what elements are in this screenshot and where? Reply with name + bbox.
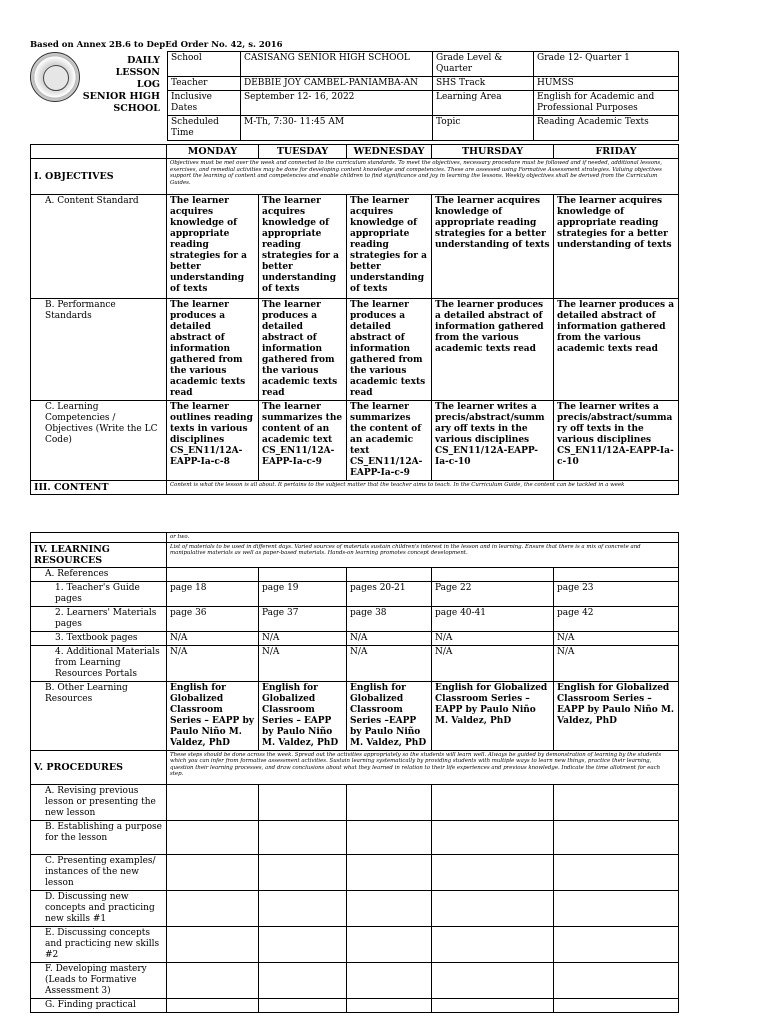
tb-wed: N/A — [347, 631, 432, 645]
annex-reference: Based on Annex 2B.6 to DepEd Order No. 42, s. 2016 — [30, 40, 283, 50]
content-standard-label: A. Content Standard — [31, 195, 167, 299]
references-label: A. References — [31, 567, 167, 581]
am-wed: N/A — [347, 645, 432, 681]
tb-fri: N/A — [554, 631, 679, 645]
empty-cell — [259, 820, 347, 854]
content-standard-thu: The learner acquires knowledge of appropriate reading strategies for a better understanding of texts — [432, 195, 554, 299]
resources-note: List of materials to be used in different days. Varied sources of materials sustain children's interest in the lesson and in learning. Ensure that there is a mix of concrete and manipulative materials as well as paper-based materials. Hands-on learning promotes concept development. — [167, 542, 679, 567]
grade-level-label: Grade Level & Quarter — [433, 52, 534, 77]
tb-tue: N/A — [259, 631, 347, 645]
empty-cell — [432, 567, 554, 581]
empty-cell — [554, 854, 679, 890]
topic-value: Reading Academic Texts — [534, 116, 679, 141]
resources-procedures-table — [30, 532, 679, 1013]
procedure-row-a: A. Revising previous lesson or presenting the new lesson — [31, 784, 167, 820]
track-label: SHS Track — [433, 77, 534, 91]
title-line: SENIOR HIGH SCHOOL — [82, 91, 160, 114]
other-wed: English for Globalized Classroom Series –EAPP by Paulo Niño M. Valdez, PhD — [347, 681, 432, 750]
am-thu: N/A — [432, 645, 554, 681]
performance-mon: The learner produces a detailed abstract of information gathered from the various academic texts read — [167, 299, 259, 401]
content-standard-mon: The learner acquires knowledge of appropriate reading strategies for a better understanding of texts — [167, 195, 259, 299]
empty-cell — [554, 962, 679, 998]
empty-cell — [347, 890, 432, 926]
time-value: M-Th, 7:30- 11:45 AM — [241, 116, 433, 141]
dll-title — [60, 55, 160, 115]
procedures-note: These steps should be done across the week. Spread out the activities appropriately so the students will learn well. Always be guided by demonstration of learning by the students which you can infer from formative assessment activities. Sustain learning systematically by providing students with multiple ways to learn new things, practice their learning, question their learning processes, and draw conclusions about what they learned in relation to their life experiences and previous knowledge. Indicate the time allotment for each step. — [167, 750, 679, 784]
empty-cell — [554, 784, 679, 820]
day-monday: MONDAY — [167, 145, 259, 159]
day-friday: FRIDAY — [554, 145, 679, 159]
procedure-row-b: B. Establishing a purpose for the lesson — [31, 820, 167, 854]
empty-cell — [432, 998, 554, 1012]
competencies-label: C. Learning Competencies / Objectives (Write the LC Code) — [31, 401, 167, 481]
tg-wed: pages 20-21 — [347, 581, 432, 606]
performance-fri: The learner produces a detailed abstract of information gathered from the various academic texts read — [554, 299, 679, 401]
time-label: Scheduled Time — [168, 116, 241, 141]
empty-cell — [259, 567, 347, 581]
empty-cell — [347, 567, 432, 581]
learners-materials-label: 2. Learners' Materials pages — [31, 606, 167, 631]
lm-mon: page 36 — [167, 606, 259, 631]
procedure-row-f: F. Developing mastery (Leads to Formative Assessment 3) — [31, 962, 167, 998]
procedure-row-e: E. Discussing concepts and practicing new skills #2 — [31, 926, 167, 962]
empty-cell — [554, 567, 679, 581]
am-fri: N/A — [554, 645, 679, 681]
dates-value: September 12- 16, 2022 — [241, 91, 433, 116]
additional-materials-label: 4. Additional Materials from Learning Resources Portals — [31, 645, 167, 681]
competencies-fri: The learner writes a precis/abstract/summary off texts in the various disciplines CS_EN11/12A-EAPP-Ia-c-10 — [554, 401, 679, 481]
learning-area-label: Learning Area — [433, 91, 534, 116]
content-standard-wed: The learner acquires knowledge of appropriate reading strategies for a better understanding of texts — [347, 195, 432, 299]
empty-cell — [347, 784, 432, 820]
empty-cell — [554, 820, 679, 854]
procedure-row-d: D. Discussing new concepts and practicing new skills #1 — [31, 890, 167, 926]
tb-thu: N/A — [432, 631, 554, 645]
tg-fri: page 23 — [554, 581, 679, 606]
performance-wed: The learner produces a detailed abstract of information gathered from the various academic texts read — [347, 299, 432, 401]
empty-cell — [432, 784, 554, 820]
lm-tue: Page 37 — [259, 606, 347, 631]
teachers-guide-label: 1. Teacher's Guide pages — [31, 581, 167, 606]
performance-tue: The learner produces a detailed abstract of information gathered from the various academic texts read — [259, 299, 347, 401]
empty-cell — [347, 998, 432, 1012]
other-fri: English for Globalized Classroom Series – EAPP by Paulo Niño M. Valdez, PhD — [554, 681, 679, 750]
corner-cell — [31, 145, 167, 159]
title-line: DAILY — [127, 55, 160, 66]
teacher-label: Teacher — [168, 77, 241, 91]
empty-cell — [259, 998, 347, 1012]
content-standard-fri: The learner acquires knowledge of appropriate reading strategies for a better understanding of texts — [554, 195, 679, 299]
day-thursday: THURSDAY — [432, 145, 554, 159]
school-value: CASISANG SENIOR HIGH SCHOOL — [241, 52, 433, 77]
empty-cell — [167, 567, 259, 581]
track-value: HUMSS — [534, 77, 679, 91]
topic-label: Topic — [433, 116, 534, 141]
procedure-row-g: G. Finding practical — [31, 998, 167, 1012]
empty-cell — [554, 998, 679, 1012]
other-thu: English for Globalized Classroom Series – EAPP by Paulo Niño M. Valdez, PhD — [432, 681, 554, 750]
day-tuesday: TUESDAY — [259, 145, 347, 159]
lm-thu: page 40-41 — [432, 606, 554, 631]
lm-wed: page 38 — [347, 606, 432, 631]
objectives-note: Objectives must be met over the week and connected to the curriculum standards. To meet the objectives, necessary procedure must be followed and if needed, additional lessons, exercises, and remedial activities may be done for developing content knowledge and competencies. These are assessed using Formative Assessment strategies. Valuing objectives support the learning of content and competencies and enable children to find significance and joy in learning the lessons. Weekly objectives shall be derived from the Curriculum Guides. — [167, 159, 679, 195]
empty-cell — [347, 854, 432, 890]
content-continued-blank — [31, 533, 167, 543]
empty-cell — [167, 962, 259, 998]
empty-cell — [432, 820, 554, 854]
tb-mon: N/A — [167, 631, 259, 645]
am-tue: N/A — [259, 645, 347, 681]
other-mon: English for Globalized Classroom Series – EAPP by Paulo Niño M. Valdez, PhD — [167, 681, 259, 750]
empty-cell — [167, 998, 259, 1012]
dates-label: Inclusive Dates — [168, 91, 241, 116]
empty-cell — [259, 854, 347, 890]
empty-cell — [347, 820, 432, 854]
other-resources-label: B. Other Learning Resources — [31, 681, 167, 750]
tg-tue: page 19 — [259, 581, 347, 606]
title-line: LESSON — [115, 67, 160, 78]
other-tue: English for Globalized Classroom Series – EAPP by Paulo Niño M. Valdez, PhD — [259, 681, 347, 750]
empty-cell — [432, 854, 554, 890]
learning-area-value: English for Academic and Professional Purposes — [534, 91, 679, 116]
am-mon: N/A — [167, 645, 259, 681]
performance-standards-label: B. Performance Standards — [31, 299, 167, 401]
lm-fri: page 42 — [554, 606, 679, 631]
empty-cell — [432, 926, 554, 962]
performance-thu: The learner produces a detailed abstract of information gathered from the various academic texts read — [432, 299, 554, 401]
school-label: School — [168, 52, 241, 77]
procedures-heading: V. PROCEDURES — [31, 750, 167, 784]
competencies-mon: The learner outlines reading texts in various disciplines CS_EN11/12A-EAPP-Ia-c-8 — [167, 401, 259, 481]
empty-cell — [259, 962, 347, 998]
content-heading: III. CONTENT — [31, 481, 167, 495]
resources-heading: IV. LEARNING RESOURCES — [31, 542, 167, 567]
teacher-value: DEBBIE JOY CAMBEL-PANIAMBA-AN — [241, 77, 433, 91]
empty-cell — [347, 962, 432, 998]
content-note-continued: or two. — [167, 533, 679, 543]
tg-mon: page 18 — [167, 581, 259, 606]
day-wednesday: WEDNESDAY — [347, 145, 432, 159]
content-note: Content is what the lesson is all about. It pertains to the subject matter that the teacher aims to teach. In the Curriculum Guide, the content can be tackled in a week — [167, 481, 679, 495]
competencies-thu: The learner writes a precis/abstract/summary off texts in the various disciplines CS_EN11/12A-EAPP-Ia-c-10 — [432, 401, 554, 481]
grade-level-value: Grade 12- Quarter 1 — [534, 52, 679, 77]
empty-cell — [432, 890, 554, 926]
procedure-row-c: C. Presenting examples/ instances of the new lesson — [31, 854, 167, 890]
empty-cell — [259, 926, 347, 962]
empty-cell — [554, 890, 679, 926]
textbook-label: 3. Textbook pages — [31, 631, 167, 645]
empty-cell — [167, 820, 259, 854]
competencies-tue: The learner summarizes the content of an academic text CS_EN11/12A-EAPP-Ia-c-9 — [259, 401, 347, 481]
empty-cell — [167, 854, 259, 890]
title-line: LOG — [136, 79, 160, 90]
competencies-wed: The learner summarizes the content of an academic text CS_EN11/12A-EAPP-Ia-c-9 — [347, 401, 432, 481]
objectives-table — [30, 144, 679, 495]
tg-thu: Page 22 — [432, 581, 554, 606]
empty-cell — [167, 926, 259, 962]
empty-cell — [167, 890, 259, 926]
empty-cell — [347, 926, 432, 962]
empty-cell — [167, 784, 259, 820]
empty-cell — [259, 890, 347, 926]
content-standard-tue: The learner acquires knowledge of appropriate reading strategies for a better understanding of texts — [259, 195, 347, 299]
empty-cell — [432, 962, 554, 998]
empty-cell — [259, 784, 347, 820]
objectives-heading: I. OBJECTIVES — [31, 159, 167, 195]
header-info-table — [167, 51, 679, 141]
empty-cell — [554, 926, 679, 962]
